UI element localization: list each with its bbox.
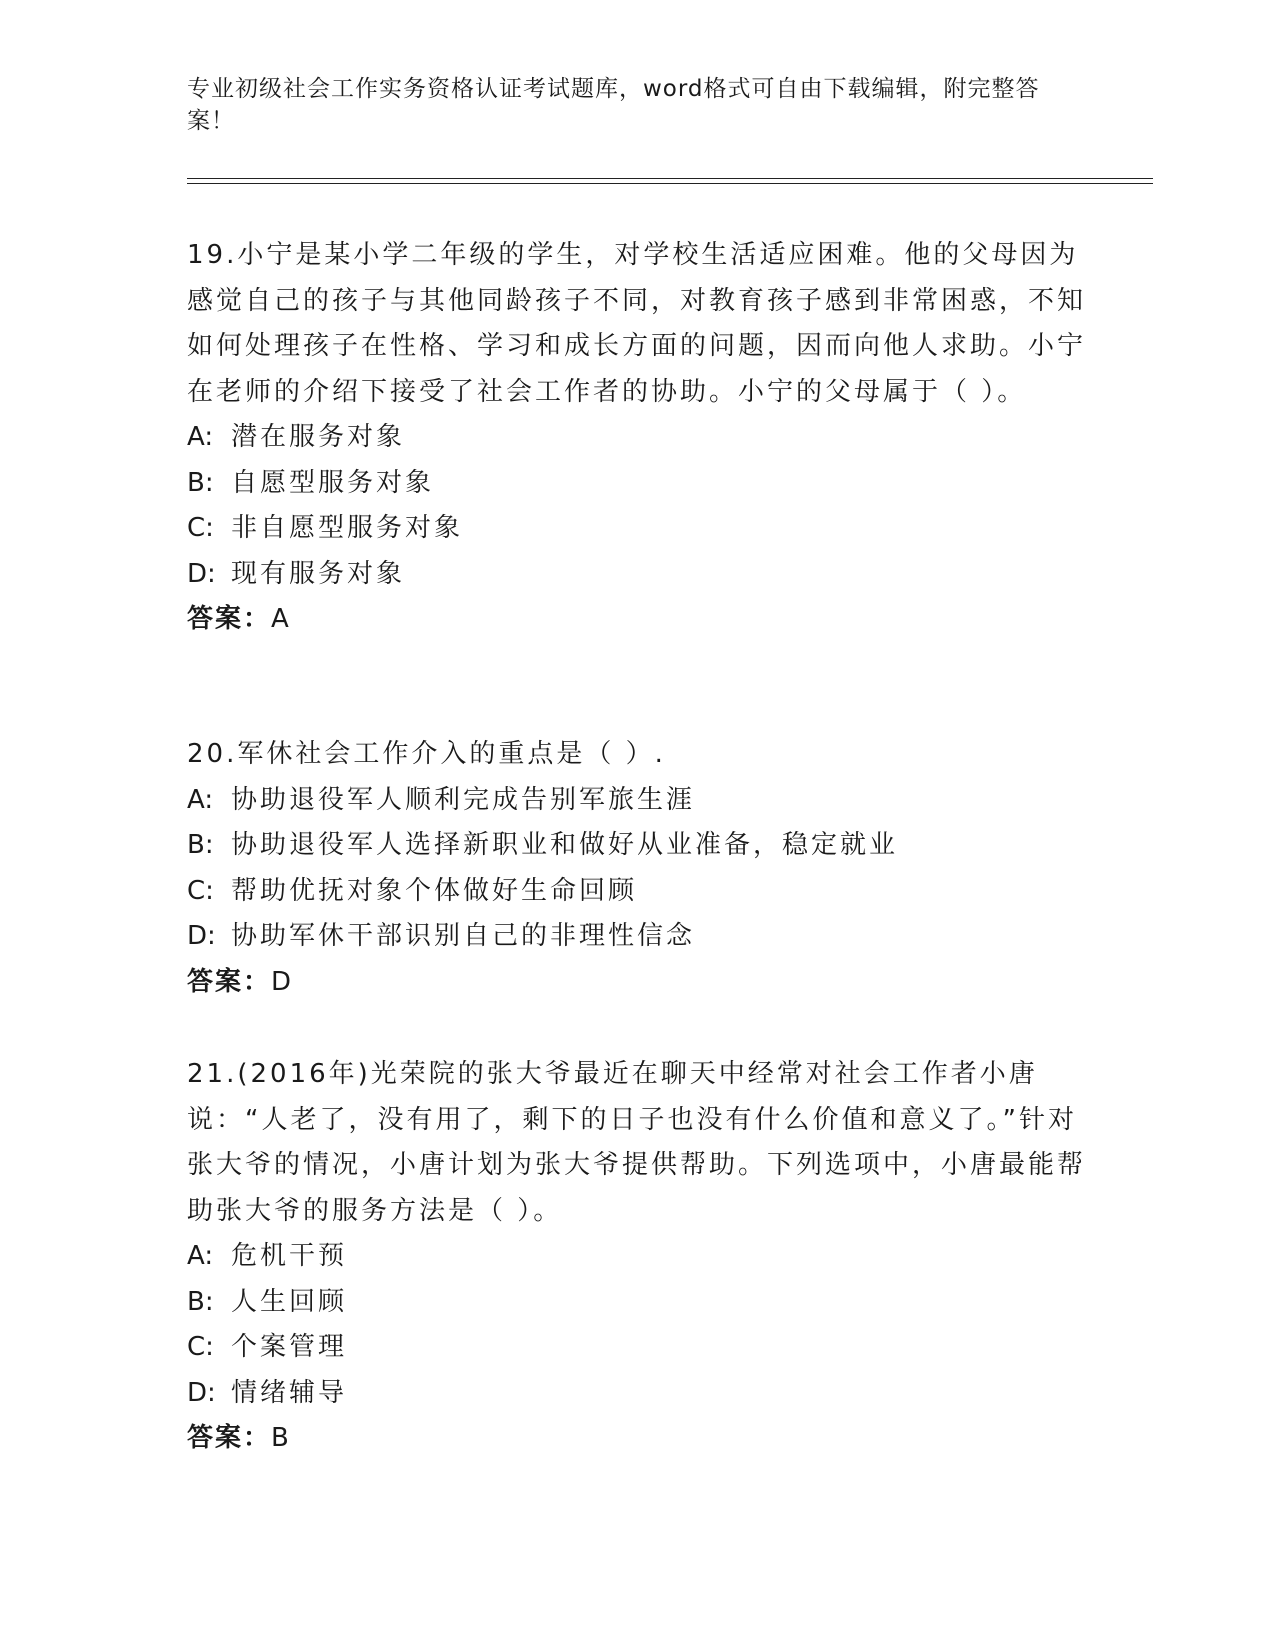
question-21 — [187, 1052, 1087, 1462]
option-key: B: — [187, 1286, 214, 1317]
header-divider-bottom — [187, 183, 1153, 184]
option-key: B: — [187, 830, 214, 860]
option-key: A: — [187, 784, 214, 815]
option-c — [187, 869, 1087, 915]
answer-line — [187, 960, 1087, 1006]
option-key: A: — [187, 422, 214, 452]
answer-value: B — [271, 1423, 291, 1453]
option-d — [187, 1371, 1087, 1417]
option-b — [187, 461, 1087, 507]
option-key: D: — [187, 921, 216, 951]
answer-line — [187, 597, 1087, 643]
option-text: 协助军休干部识别自己的非理性信念 — [231, 921, 696, 951]
option-key: C: — [187, 1332, 214, 1362]
option-c — [187, 506, 1087, 552]
option-key: D: — [187, 558, 216, 589]
answer-label: 答案： — [187, 1423, 272, 1453]
option-text: 非自愿型服务对象 — [231, 513, 464, 543]
option-text: 自愿型服务对象 — [231, 467, 435, 498]
question-stem: 19.小宁是某小学二年级的学生，对学校生活适应困难。他的父母因为感觉自己的孩子与其他同龄孩子不同，对教育孩子感到非常困惑，不知如何处理孩子在性格、学习和成长方面的问题，因而向他人求助。小宁在老师的介绍下接受了社会工作者的协助。小宁的父母属于（ ）。 — [187, 240, 1087, 407]
option-a — [187, 778, 1087, 824]
option-d — [187, 552, 1087, 598]
option-a — [187, 415, 1087, 461]
question-stem: 20.军休社会工作介入的重点是（ ）. — [187, 739, 666, 769]
option-a — [187, 1234, 1087, 1280]
option-text: 协助退役军人选择新职业和做好从业准备，稳定就业 — [231, 830, 899, 860]
option-text: 情绪辅导 — [231, 1377, 348, 1408]
question-stem: 21.(2016年)光荣院的张大爷最近在聊天中经常对社会工作者小唐说：“人老了，没有用了，剩下的日子也没有什么价值和意义了。”针对张大爷的情况，小唐计划为张大爷提供帮助。下列选项中，小唐最能帮助张大爷的服务方法是（ ）。 — [187, 1059, 1087, 1226]
option-b — [187, 1280, 1087, 1326]
question-19 — [187, 233, 1087, 643]
question-20 — [187, 732, 1087, 1005]
option-text: 协助退役军人顺利完成告别军旅生涯 — [231, 784, 696, 815]
option-key: D: — [187, 1377, 216, 1408]
answer-line — [187, 1416, 1087, 1462]
answer-label: 答案： — [187, 966, 272, 997]
answer-label: 答案： — [187, 604, 272, 634]
option-text: 潜在服务对象 — [231, 422, 406, 452]
page-header-text: 专业初级社会工作实务资格认证考试题库，word格式可自由下载编辑，附完整答案！ — [187, 76, 1040, 134]
option-key: B: — [187, 467, 214, 498]
option-text: 现有服务对象 — [231, 558, 406, 589]
option-text: 危机干预 — [231, 1241, 348, 1271]
option-text: 人生回顾 — [231, 1286, 348, 1317]
option-b — [187, 823, 1087, 869]
option-d — [187, 914, 1087, 960]
option-text: 个案管理 — [231, 1332, 348, 1362]
option-key: A: — [187, 1241, 214, 1271]
answer-value: D — [271, 966, 294, 997]
option-key: C: — [187, 875, 214, 906]
option-key: C: — [187, 513, 214, 543]
option-text: 帮助优抚对象个体做好生命回顾 — [231, 875, 638, 906]
option-c — [187, 1325, 1087, 1371]
answer-value: A — [271, 604, 291, 634]
header-divider-top — [187, 178, 1153, 179]
